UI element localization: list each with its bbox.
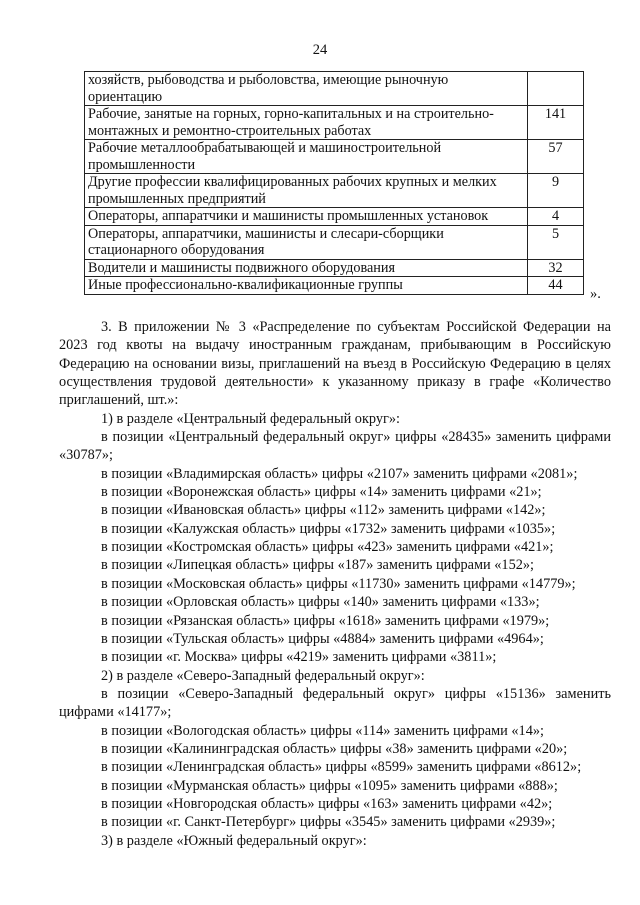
region-amendment-item: в позиции «Ивановская область» цифры «112» заменить цифрами «142»; [101,502,546,519]
region-amendment-item: в позиции «Тульская область» цифры «4884» заменить цифрами «4964»; [101,630,544,647]
quota-value: 32 [528,259,584,277]
occupation-label: Операторы, аппаратчики и машинисты промышленных установок [85,208,528,226]
section-south-heading: 3) в разделе «Южный федеральный округ»: [101,832,367,849]
occupation-label: Рабочие металлообрабатывающей и машиностроительной промышленности [85,140,528,174]
quota-value: 4 [528,208,584,226]
region-amendment-item: в позиции «Мурманская область» цифры «1095» заменить цифрами «888»; [101,777,558,794]
region-amendment-item: в позиции «Новгородская область» цифры «163» заменить цифрами «42»; [101,795,553,812]
region-amendment-item: в позиции «Рязанская область» цифры «1618» заменить цифрами «1979»; [101,612,550,629]
quota-value: 57 [528,140,584,174]
quota-value: 5 [528,225,584,259]
table-row [85,208,584,226]
region-amendment-item: в позиции «Ленинградская область» цифры «8599» заменить цифрами «8612»; [101,759,582,776]
section-central-intro: в позиции «Центральный федеральный округ» цифры «28435» заменить цифрами «30787»; [59,429,611,464]
document-body [59,318,611,850]
occupation-label: хозяйств, рыбоводства и рыболовства, имеющие рыночную ориентацию [85,72,528,106]
region-amendment-item: в позиции «Московская область» цифры «11730» заменить цифрами «14779»; [101,575,576,592]
table-row [85,174,584,208]
table-row [85,72,584,106]
table-row [85,140,584,174]
table-row [85,225,584,259]
region-amendment-item: в позиции «Орловская область» цифры «140» заменить цифрами «133»; [101,594,540,611]
region-amendment-item: в позиции «г. Москва» цифры «4219» заменить цифрами «3811»; [101,649,497,666]
section-northwest-items [59,722,611,832]
quota-value: 141 [528,106,584,140]
section-central-items [59,465,611,667]
table-row [85,106,584,140]
region-amendment-item: в позиции «Липецкая область» цифры «187» заменить цифрами «152»; [101,557,534,574]
occupation-quota-table [84,71,584,295]
region-amendment-item: в позиции «Воронежская область» цифры «14» заменить цифрами «21»; [101,484,542,501]
section-central-heading: 1) в разделе «Центральный федеральный округ»: [101,410,400,427]
region-amendment-item: в позиции «Калужская область» цифры «1732» заменить цифрами «1035»; [101,520,556,537]
region-amendment-item: в позиции «Костромская область» цифры «423» заменить цифрами «421»; [101,539,554,556]
region-amendment-item: в позиции «Владимирская область» цифры «2107» заменить цифрами «2081»; [101,465,578,482]
section-northwest-intro: в позиции «Северо-Западный федеральный округ» цифры «15136» заменить цифрами «14177»; [59,685,611,721]
occupation-label: Другие профессии квалифицированных рабочих крупных и мелких промышленных предприятий [85,174,528,208]
table-row [85,277,584,295]
region-amendment-item: в позиции «г. Санкт-Петербург» цифры «3545» заменить цифрами «2939»; [101,814,556,831]
occupation-label: Иные профессионально-квалификационные группы [85,277,528,295]
quota-value [528,72,584,106]
occupation-label: Водители и машинисты подвижного оборудования [85,259,528,277]
table-row [85,259,584,277]
page-number: 24 [312,42,328,58]
paragraph-appendix-3: 3. В приложении № 3 «Распределение по субъектам Российской Федерации на 2023 год квоты на выдачу иностранным гражданам, прибывающим в Российскую Федерацию на основании визы, приглашений на въезд в Российскую Федерацию в целях осуществления трудовой деятельности» к указанному приказу в графе «Количество приглашений, шт.»: [59,319,611,409]
quota-value: 9 [528,174,584,208]
closing-quote: ». [590,286,601,302]
section-northwest-heading: 2) в разделе «Северо-Западный федеральный округ»: [101,667,425,684]
region-amendment-item: в позиции «Вологодская область» цифры «114» заменить цифрами «14»; [101,722,544,739]
quota-value: 44 [528,277,584,295]
occupation-label: Рабочие, занятые на горных, горно-капитальных и на строительно-монтажных и ремонтно-строительных работах [85,106,528,140]
occupation-label: Операторы, аппаратчики, машинисты и слесари-сборщики стационарного оборудования [85,225,528,259]
region-amendment-item: в позиции «Калининградская область» цифры «38» заменить цифрами «20»; [101,740,568,757]
